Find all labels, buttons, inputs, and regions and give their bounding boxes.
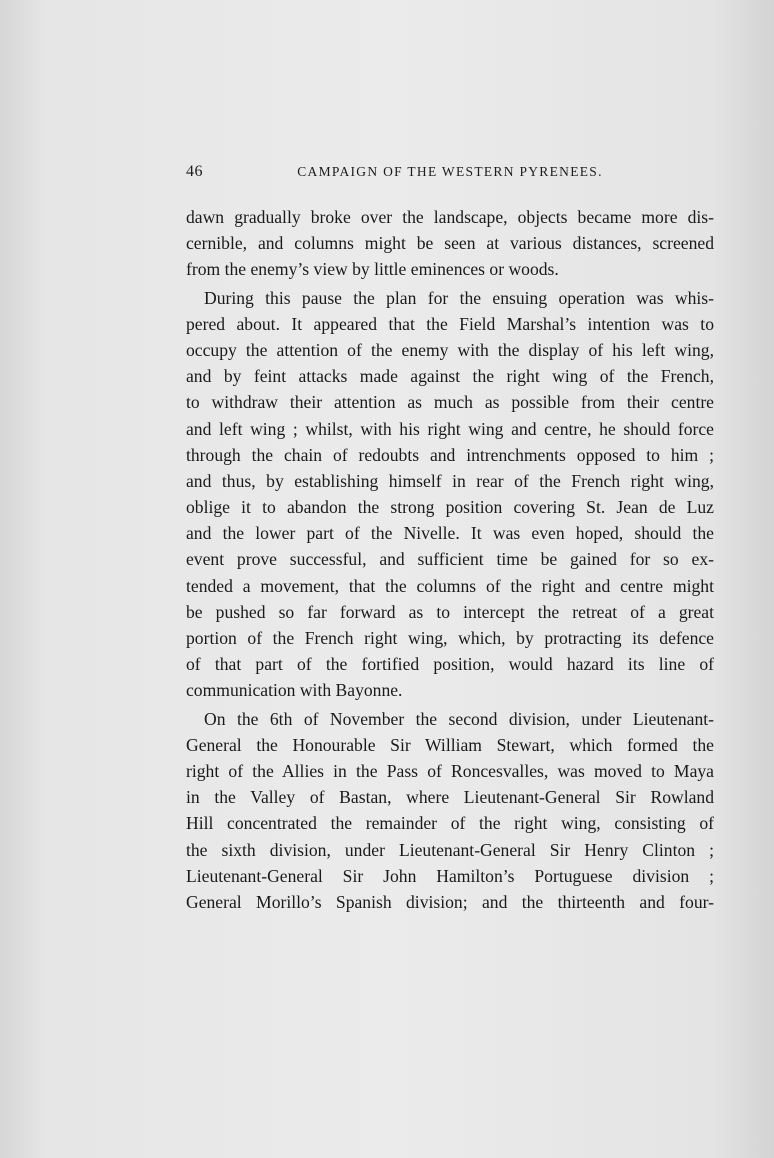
text-line: General Morillo’s Spanish division; and the thirteenth and four-	[186, 891, 714, 912]
text-line: of that part of the fortified position, would hazard its line of	[186, 654, 714, 675]
text-line: dawn gradually broke over the landscape, objects became more dis-	[186, 207, 714, 227]
text-line: event prove successful, and sufficient time be gained for so ex-	[186, 549, 714, 570]
text-line: cernible, and columns might be seen at various distances, screened	[186, 233, 714, 254]
text-line: the sixth division, under Lieutenant-General Sir Henry Clinton ;	[186, 839, 714, 860]
text-line: occupy the attention of the enemy with the display of his left wing,	[186, 339, 714, 360]
paragraph-2	[186, 285, 714, 704]
text-line: right of the Allies in the Pass of Roncesvalles, was moved to Maya	[186, 760, 714, 781]
text-line: During this pause the plan for the ensuing operation was whis-	[204, 287, 714, 308]
page-header	[186, 163, 714, 185]
text-line: Hill concentrated the remainder of the right wing, consisting of	[186, 813, 714, 834]
text-line: oblige it to abandon the strong position covering St. Jean de Luz	[186, 497, 714, 518]
text-line: in the Valley of Bastan, where Lieutenant-General Sir Rowland	[186, 787, 714, 808]
text-line: to withdraw their attention as much as possible from their centre	[186, 392, 714, 413]
text-line: and thus, by establishing himself in rear of the French right wing,	[186, 470, 714, 491]
page-number: 46	[186, 163, 203, 180]
text-line: pered about. It appeared that the Field Marshal’s intention was to	[186, 313, 714, 334]
text-line: be pushed so far forward as to intercept the retreat of a great	[186, 601, 714, 622]
paragraph-3	[186, 706, 714, 916]
running-head: CAMPAIGN OF THE WESTERN PYRENEES.	[297, 164, 603, 179]
body-text	[186, 204, 714, 915]
text-line: Lieutenant-General Sir John Hamilton’s Portuguese division ;	[186, 865, 714, 886]
text-line: through the chain of redoubts and intrenchments opposed to him ;	[186, 444, 714, 465]
text-line: On the 6th of November the second division, under Lieutenant-	[204, 708, 714, 729]
text-line: from the enemy’s view by little eminences or woods.	[186, 259, 559, 280]
text-line: portion of the French right wing, which, by protracting its defence	[186, 628, 714, 648]
text-line: tended a movement, that the columns of the right and centre might	[186, 575, 714, 596]
text-line: communication with Bayonne.	[186, 680, 403, 701]
text-line: and the lower part of the Nivelle. It was even hoped, should the	[186, 523, 714, 544]
text-line: General the Honourable Sir William Stewart, which formed the	[186, 734, 714, 755]
text-line: and by feint attacks made against the right wing of the French,	[186, 366, 714, 387]
paragraph-1	[186, 204, 714, 283]
text-line: and left wing ; whilst, with his right wing and centre, he should force	[186, 418, 714, 439]
